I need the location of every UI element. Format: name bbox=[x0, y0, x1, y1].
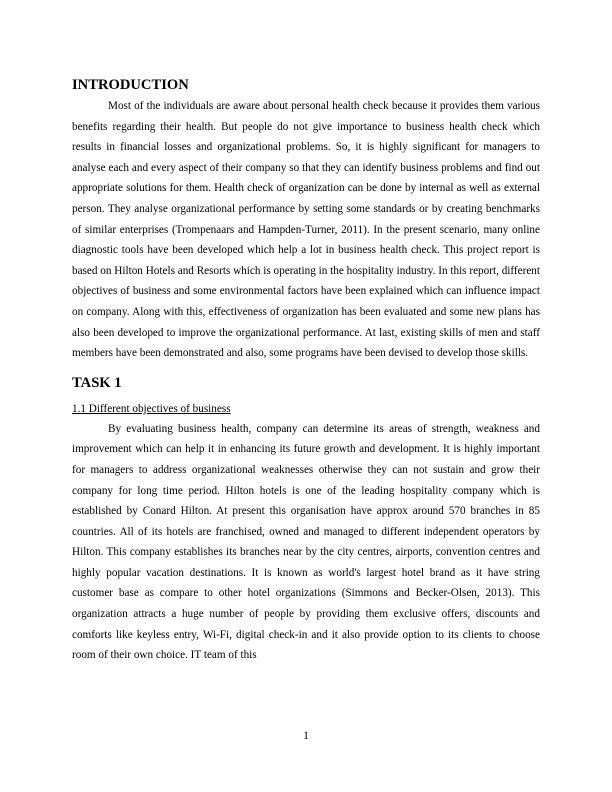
section-paragraph: By evaluating business health, company can determine its areas of strength, weakness and improvement which can help it in enhancing its future growth and development. It is highly important for managers to address organizational weaknesses otherwise they can not sustain and grow their company for long time period. Hilton hotels is one of the leading hospitality company which is established by Conard Hilton. At present this organisation have approx around 570 branches in 85 countries. All of its hotels are franchised, owned and managed to different independent operators by Hilton. This company establishes its branches near by the city centres, airports, convention centres and highly popular vacation destinations. It is known as world's largest hotel brand as it have string customer base as compare to other hotel organizations (Simmons and Becker-Olsen, 2013). This organization attracts a huge number of people by providing them exclusive offers, discounts and comforts like keyless entry, Wi-Fi, digital check-in and it also provide option to its clients to choose room of their own choice. IT team of this bbox=[72, 422, 540, 662]
section-heading: 1.1 Different objectives of business bbox=[72, 402, 231, 415]
page-number: 1 bbox=[303, 730, 309, 742]
task-heading: TASK 1 bbox=[72, 374, 122, 391]
page-content bbox=[72, 76, 540, 666]
introduction-paragraph: Most of the individuals are aware about personal health check because it provides them various benefits regarding their health. But people do not give importance to business health check which results in financial losses and organizational problems. So, it is highly significant for managers to analyse each and every aspect of their company so that they can identify business problems and find out appropriate solutions for them. Health check of organization can be done by internal as well as external person. They analyse organizational performance by setting some standards or by creating benchmarks of similar enterprises (Trompenaars and Hampden-Turner, 2011). In the present scenario, many online diagnostic tools have been developed which help a lot in business health check. This project report is based on Hilton Hotels and Resorts which is operating in the hospitality industry. In this report, different objectives of business and some environmental factors have been explained which can influence impact on company. Along with this, effectiveness of organization has been evaluated and some new plans has also been developed to improve the organizational performance. At last, existing skills of men and staff members have been demonstrated and also, some programs have been devised to develop those skills. bbox=[72, 100, 540, 360]
introduction-heading: INTRODUCTION bbox=[72, 77, 189, 93]
